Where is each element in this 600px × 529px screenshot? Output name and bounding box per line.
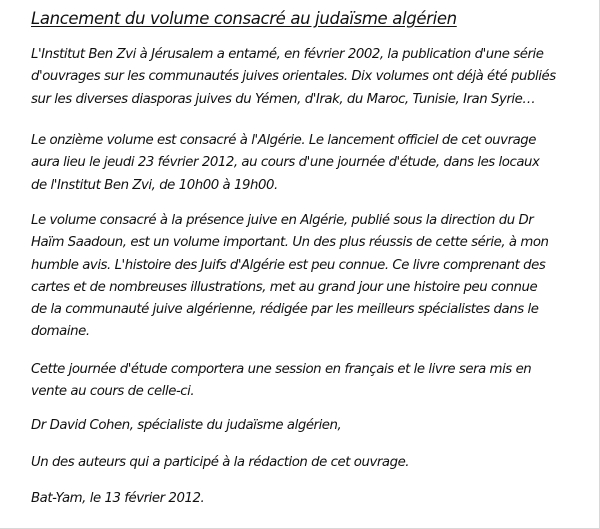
text-line: domaine.	[31, 324, 90, 340]
paragraph-introduction	[31, 44, 586, 111]
text-line: Le volume consacré à la présence juive en Algérie, publié sous la direction du Dr	[31, 213, 534, 228]
text-line: cartes et de nombreuses illustrations, met au grand jour une histoire peu connue	[31, 279, 538, 295]
paragraph-place-date	[31, 488, 586, 510]
paragraph-volume-description	[31, 210, 586, 344]
text-line: de la communauté juive algérienne, rédigée par les meilleurs spécialistes dans le	[31, 302, 539, 318]
text-line: Un des auteurs qui a participé à la rédaction de cet ouvrage.	[31, 455, 410, 470]
paragraph-study-day	[31, 359, 586, 404]
paragraph-launch-event	[31, 130, 586, 197]
text-line: Dr David Cohen, spécialiste du judaïsme algérien,	[31, 418, 342, 433]
text-line: L'Institut Ben Zvi à Jérusalem a entamé, en février 2002, la publication d'une série	[31, 47, 544, 62]
paragraph-author-name	[31, 415, 586, 437]
text-line: Le onzième volume est consacré à l'Algérie. Le lancement officiel de cet ouvrage	[31, 133, 537, 148]
text-line: Bat-Yam, le 13 février 2012.	[31, 491, 205, 506]
paragraph-author-role	[31, 452, 586, 474]
text-line: humble avis. L'histoire des Juifs d'Algérie est peu connue. Ce livre comprenant des	[31, 257, 546, 273]
text-line: Haïm Saadoun, est un volume important. Un des plus réussis de cette série, à mon	[31, 235, 549, 251]
text-line: sur les diverses diasporas juives du Yémen, d'Irak, du Maroc, Tunisie, Iran Syrie…	[31, 91, 536, 107]
text-line: vente au cours de celle-ci.	[31, 384, 195, 400]
text-line: Cette journée d'étude comportera une session en français et le livre sera mis en	[31, 362, 532, 377]
document-title: Lancement du volume consacré au judaïsme algérien	[31, 9, 457, 28]
text-line: de l'Institut Ben Zvi, de 10h00 à 19h00.	[31, 177, 278, 193]
text-line: d'ouvrages sur les communautés juives orientales. Dix volumes ont déjà été publiés	[31, 69, 556, 85]
text-line: aura lieu le jeudi 23 février 2012, au cours d'une journée d'étude, dans les locaux	[31, 155, 540, 171]
